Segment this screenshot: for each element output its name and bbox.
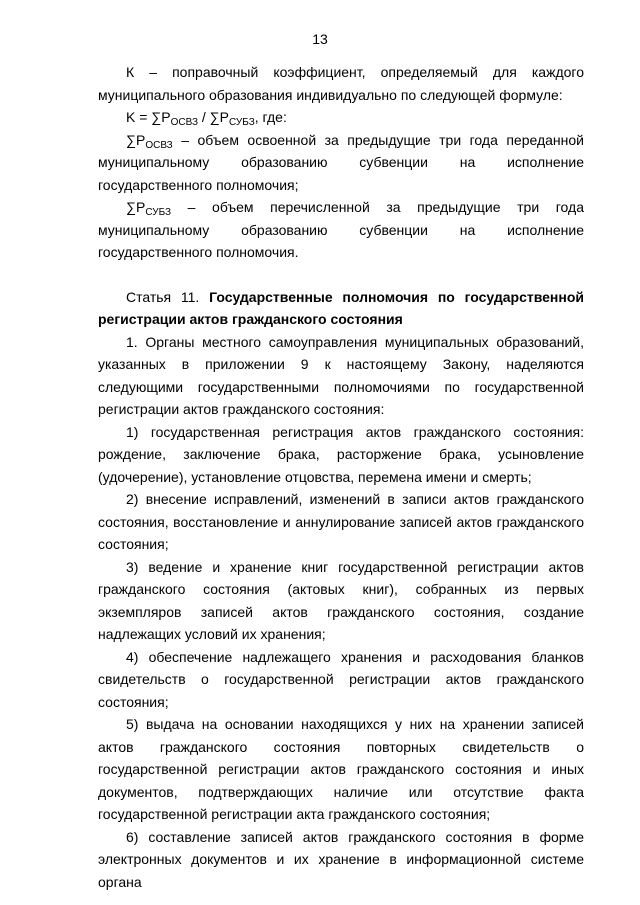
document-body — [98, 61, 584, 893]
list-item-1: 1) государственная регистрация актов гражданского состояния: рождение, заключение брака, расторжение брака, усыновление (удочерение), установление отцовства, перемена имени и смерть; — [98, 423, 584, 485]
subz-definition — [98, 196, 584, 264]
article-title: Государственные полномочия по государственной регистрации актов гражданского состояния — [98, 288, 584, 327]
list-item-5: 5) выдача на основании находящихся у них на хранении записей актов гражданского состояния повторных свидетельств о государственной регистрации актов гражданского состояния и иных документов, подтверждающих наличие или отсутствие факта государственной регистрации акта гражданского состояния; — [98, 716, 584, 822]
formula-subscript-subz: СУБЗ — [229, 117, 255, 128]
osvz-definition — [98, 129, 584, 197]
formula-divider: / ∑P — [198, 109, 230, 125]
list-item-4: 4) обеспечение надлежащего хранения и расходования бланков свидетельств о государственной регистрации актов гражданского состояния; — [98, 648, 584, 710]
subz-symbol: ∑P — [126, 199, 146, 215]
subz-text: – объем перечисленной за предыдущие три года муниципальному образованию субвенции на исполнение государственного полномочия. — [98, 199, 584, 260]
subz-subscript: СУБЗ — [145, 207, 172, 218]
list-item-2: 2) внесение исправлений, изменений в записи актов гражданского состояния, восстановление и аннулирование записей актов гражданского состояния; — [98, 491, 584, 552]
page-number: 13 — [312, 31, 328, 47]
formula-tail: , где: — [254, 109, 287, 125]
formula-lhs: K = ∑P — [126, 109, 171, 125]
k-coefficient-definition: К – поправочный коэффициент, определяемый для каждого муниципального образования индивидуально по следующей формуле: — [98, 64, 584, 103]
list-item-3: 3) ведение и хранение книг государственной регистрации актов гражданского состояния (актовых книг), собранных из первых экземпляров записей актов гражданского состояния, создание надлежащих условий их хранения; — [98, 558, 584, 642]
paragraph-1: 1. Органы местного самоуправления муниципальных образований, указанных в приложении 9 к настоящему Закону, наделяются следующими государственными полномочиями по государственной регистрации актов гражданского состояния: — [98, 333, 584, 417]
osvz-symbol: ∑P — [126, 131, 146, 148]
k-formula — [98, 106, 584, 129]
list-item-6: 6) составление записей актов гражданского состояния в форме электронных документов и их хранение в информационной системе органа — [98, 828, 584, 890]
article-number: Статья 11. — [126, 288, 210, 305]
formula-subscript-osvz: ОСВЗ — [170, 117, 199, 128]
osvz-text: – объем освоенной за предыдущие три года переданной муниципальному образованию субвенции на исполнение государственного полномочия; — [98, 131, 584, 193]
osvz-subscript: ОСВЗ — [145, 139, 173, 151]
article-heading — [98, 286, 584, 331]
